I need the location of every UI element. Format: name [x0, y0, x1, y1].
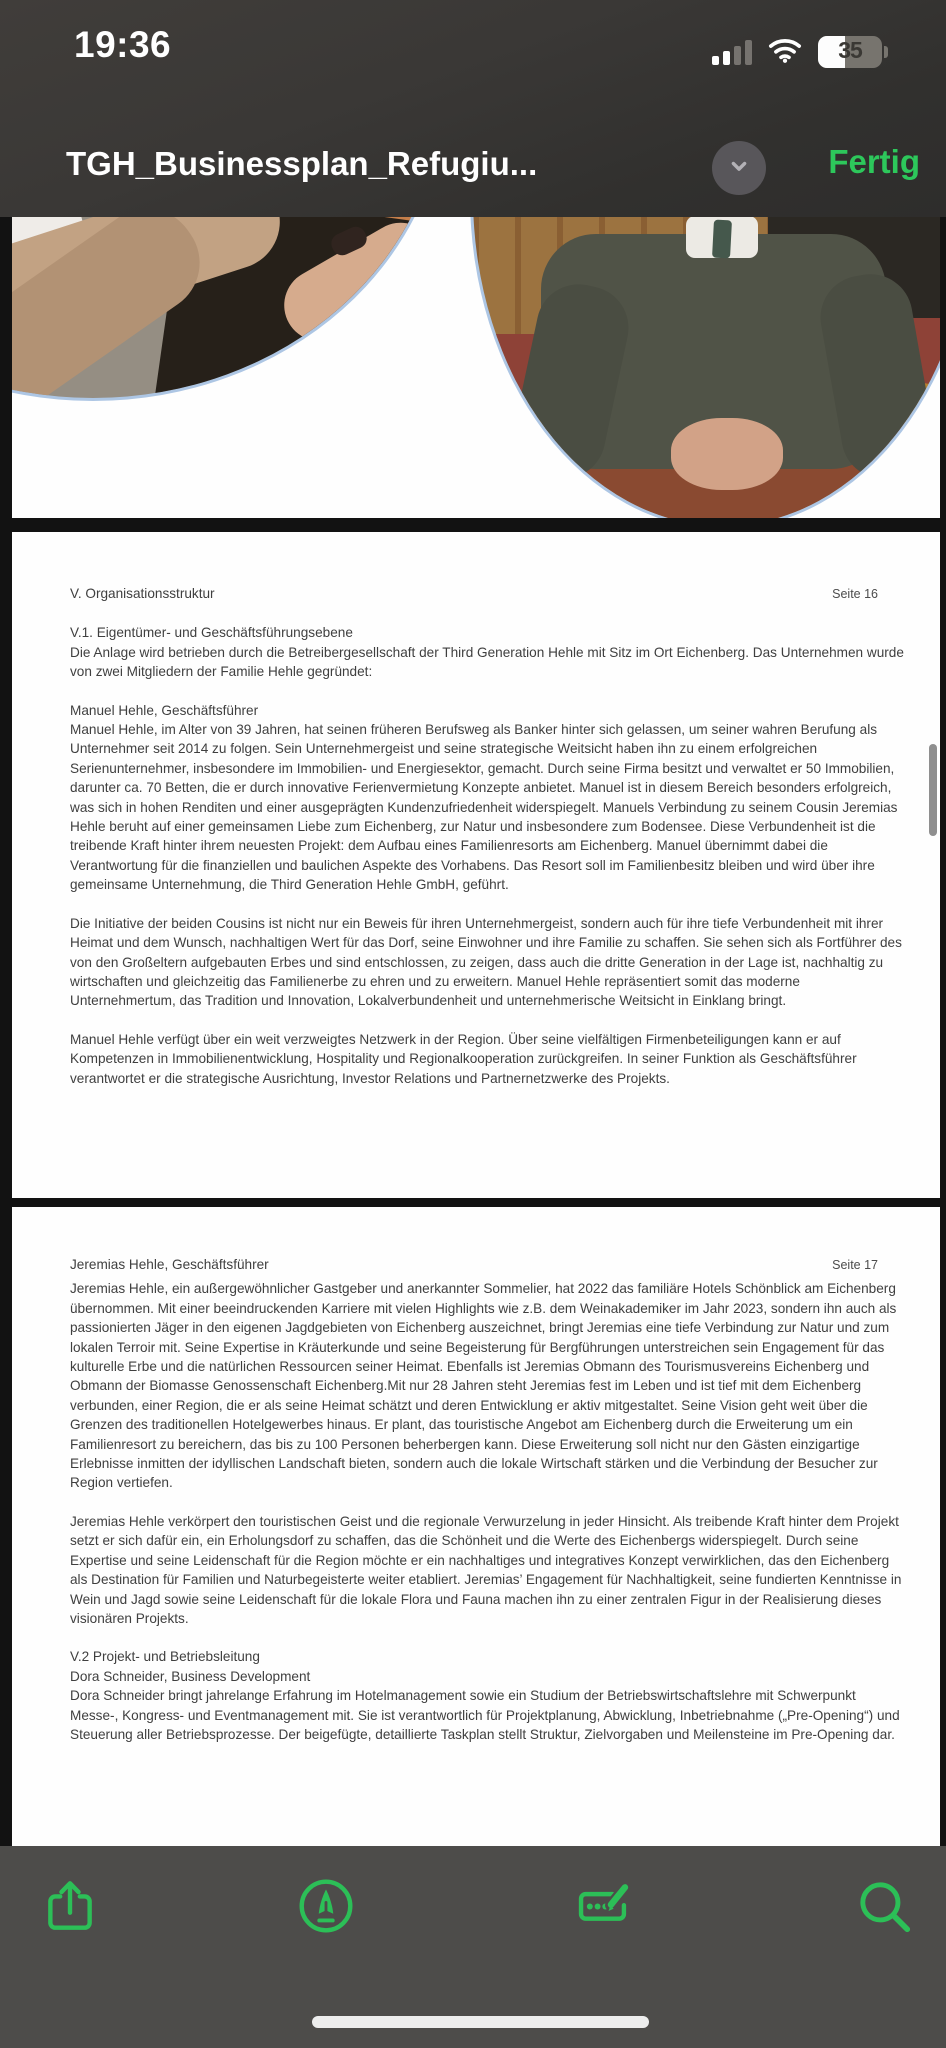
- battery-icon: [818, 36, 882, 68]
- share-button[interactable]: [38, 1876, 102, 1940]
- page17-section3-title: V.2 Projekt- und Betriebsleitung: [70, 1649, 260, 1665]
- page16-label: Seite 16: [832, 587, 878, 601]
- page16-section1-body: Die Anlage wird betrieben durch die Betreibergesellschaft der Third Generation Hehle mit Sitz im Ort Eichenberg. Das Unternehmen wurde von zwei Mitgliedern der Familie Hehle gegründet:: [70, 644, 904, 680]
- page17-heading: Jeremias Hehle, Geschäftsführer: [70, 1257, 269, 1272]
- markup-pen-icon: [295, 1875, 357, 1942]
- title-bar: [0, 127, 946, 217]
- page17-section3-subtitle: Dora Schneider, Business Development: [70, 1668, 311, 1684]
- page16-section1-title: V.1. Eigentümer- und Geschäftsführungsebene: [70, 625, 353, 641]
- title-menu-button[interactable]: [712, 141, 766, 195]
- page17-label: Seite 17: [832, 1258, 878, 1272]
- document-title: TGH_Businessplan_Refugiu...: [66, 145, 538, 182]
- markup-button[interactable]: [294, 1876, 358, 1940]
- page17-body: [12, 1207, 940, 1763]
- battery-cap: [884, 46, 888, 58]
- page16-section3-body: Die Initiative der beiden Cousins ist nicht nur ein Beweis für ihren Unternehmergeist, sondern auch für ihre tiefe Verbundenheit mit ihrer Heimat und dem Wunsch, nachhaltigen Wert für das Dorf, seine Einwohner und ihre Familie zu schaffen. Sie sehen sich als Fortführer des von den Großeltern aufgebauten Erbes und sind entschlossen, zu zeigen, dass auch die dritte Generation in der Lage ist, nachhaltig zu wirtschaften und gleichzeitig das Familienerbe zu ehren und zu erweitern. Manuel Hehle repräsentiert somit das moderne Unternehmertum, das Tradition und Innovation, Lokalverbundenheit und unternehmerische Weitsicht in Einklang bringt.: [70, 915, 902, 1009]
- page16-heading: V. Organisationsstruktur: [70, 586, 215, 601]
- photo-oval-left: [12, 217, 446, 401]
- document-page-17[interactable]: [12, 1207, 940, 1846]
- share-icon: [39, 1875, 101, 1942]
- home-indicator[interactable]: [312, 2016, 649, 2028]
- page16-body: [12, 532, 940, 1107]
- status-icons: [712, 36, 882, 68]
- chevron-down-icon: [724, 151, 754, 186]
- document-page-16[interactable]: [12, 532, 940, 1198]
- search-icon: [853, 1875, 915, 1942]
- page17-section2-body: Jeremias Hehle verkörpert den touristischen Geist und die regionale Verwurzelung in jeder Hinsicht. Als treibende Kraft hinter dem Projekt setzt er sich dafür ein, ein Erholungsdorf zu schaffen, das die Schönheit und die Werte des Eichenbergs widerspiegelt. Durch seine Expertise und seine Leidenschaft für die Region möchte er ein nachhaltiges und integratives Konzept verwirklichen, das den Eichenberg als Destination für Familien und Naturbegeisterte weiter etabliert. Jeremias’ Engagement für Nachhaltigkeit, seine fundierten Kenntnisse in Wein und Jagd sowie seine Leidenschaft für die lokale Flora und Fauna machen ihn zu einer zentralen Figur in der Realisierung dieses visionären Projekts.: [70, 1513, 902, 1626]
- signature-button[interactable]: [571, 1876, 635, 1940]
- document-page-photos[interactable]: [12, 217, 940, 518]
- page16-section4-body: Manuel Hehle verfügt über ein weit verzweigtes Netzwerk in der Region. Über seine vielfältigen Firmenbeteiligungen kann er auf Kompetenzen in Immobilienentwicklung, Hospitality und Regionalkooperation zurückgreifen. In seiner Funktion als Geschäftsführer verantwortet er die strategische Ausrichtung, Investor Relations und Partnernetzwerke des Projekts.: [70, 1031, 857, 1086]
- wifi-icon: [768, 37, 802, 68]
- cellular-signal-icon: [712, 39, 752, 65]
- signature-field-icon: [572, 1875, 634, 1942]
- photo-oval-right: [470, 217, 940, 518]
- header-bar: [0, 0, 946, 217]
- scrollbar-thumb[interactable]: [929, 744, 937, 836]
- page16-section2-title: Manuel Hehle, Geschäftsführer: [70, 702, 259, 718]
- done-button[interactable]: Fertig: [828, 143, 920, 180]
- page17-section1-body: Jeremias Hehle, ein außergewöhnlicher Gastgeber und anerkannter Sommelier, hat 2022 das familiäre Hotels Schönblick am Eichenberg übernommen. Mit einer beeindruckenden Karriere mit vielen Highlights wie z.B. dem Weinakademiker im Jahr 2023, sondern ihn auch als passionierten Jäger in den eigenen Jagdgebieten von Eichenberg auszeichnet, bringt Jeremias eine tiefe Verbindung zur Natur und zum lokalen Terroir mit. Seine Expertise in Kräuterkunde und seine Begeisterung für Bergführungen unterstreichen sein Engagement für das kulturelle Erbe und die natürlichen Ressourcen seiner Heimat. Ebenfalls ist Jeremias Obmann des Tourismusvereins Eichenberg und Obmann der Biomasse Genossenschaft Eichenberg.Mit nur 28 Jahren steht Jeremias fest im Leben und ist tief mit dem Eichenberg verbunden, einer Region, die er als seine Heimat schätzt und deren Entwicklung er aktiv mitgestaltet. Seine Vision geht weit über die Grenzen des traditionellen Hotelgewerbes hinaus. Er plant, das touristische Angebot am Eichenberg durch die Erweiterung um ein Familienresort zu bereichern, das bis zu 100 Personen beherbergen kann. Diese Erweiterung soll nicht nur den Gästen einzigartige Erlebnisse inmitten der idyllischen Landschaft bieten, sondern auch die lokale Wirtschaft stärken und die Verbindung der Besucher zur Region vertiefen.: [70, 1281, 897, 1491]
- status-time: 19:36: [74, 24, 172, 65]
- page17-section3-body: Dora Schneider bringt jahrelange Erfahrung im Hotelmanagement sowie ein Studium der Betriebswirtschaftslehre mit Schwerpunkt Messe-, Kongress- und Eventmanagement mit. Sie ist verantwortlich für Projektplanung, Abwicklung, Inbetriebnahme („Pre-Opening“) und Steuerung aller Betriebsprozesse. Der beigefügte, detaillierte Taskplan stellt Struktur, Zielvorgaben und Meilensteine im Pre-Opening dar.: [70, 1688, 900, 1742]
- page16-section2-body: Manuel Hehle, im Alter von 39 Jahren, hat seinen früheren Berufsweg als Banker hinter sich gelassen, um seiner wahren Berufung als Unternehmer seit 2014 zu folgen. Sein Unternehmergeist und seine strategische Weitsicht haben ihn zu einem erfolgreichen Serienunternehmer, insbesondere im Immobilien- und Energiesektor, gemacht. Durch seine Firma besitzt und verwaltet er 50 Immobilien, darunter ca. 70 Betten, die er durch innovative Ferienvermietung Konzepte anbietet. Manuel ist in diesem Bereich besonders erfolgreich, was sich in hohen Renditen und einer ausgeprägten Kundenzufriedenheit widerspiegelt. Manuels Verbindung zu seinem Cousin Jeremias Hehle beruht auf einer gemeinsamen Liebe zum Eichenberg, zur Natur und insbesondere zum Bodensee. Diese Verbundenheit ist die treibende Kraft hinter ihrem neuesten Projekt: dem Aufbau eines Familienresorts am Eichenberg. Manuel übernimmt dabei die Verantwortung für die finanziellen und baulichen Aspekte des Vorhabens. Das Resort soll im Familienbesitz bleiben und wird über ihre gemeinsame Unternehmung, die Third Generation Hehle GmbH, geführt.: [70, 722, 898, 893]
- battery-percent: 35: [838, 37, 862, 63]
- search-button[interactable]: [852, 1876, 916, 1940]
